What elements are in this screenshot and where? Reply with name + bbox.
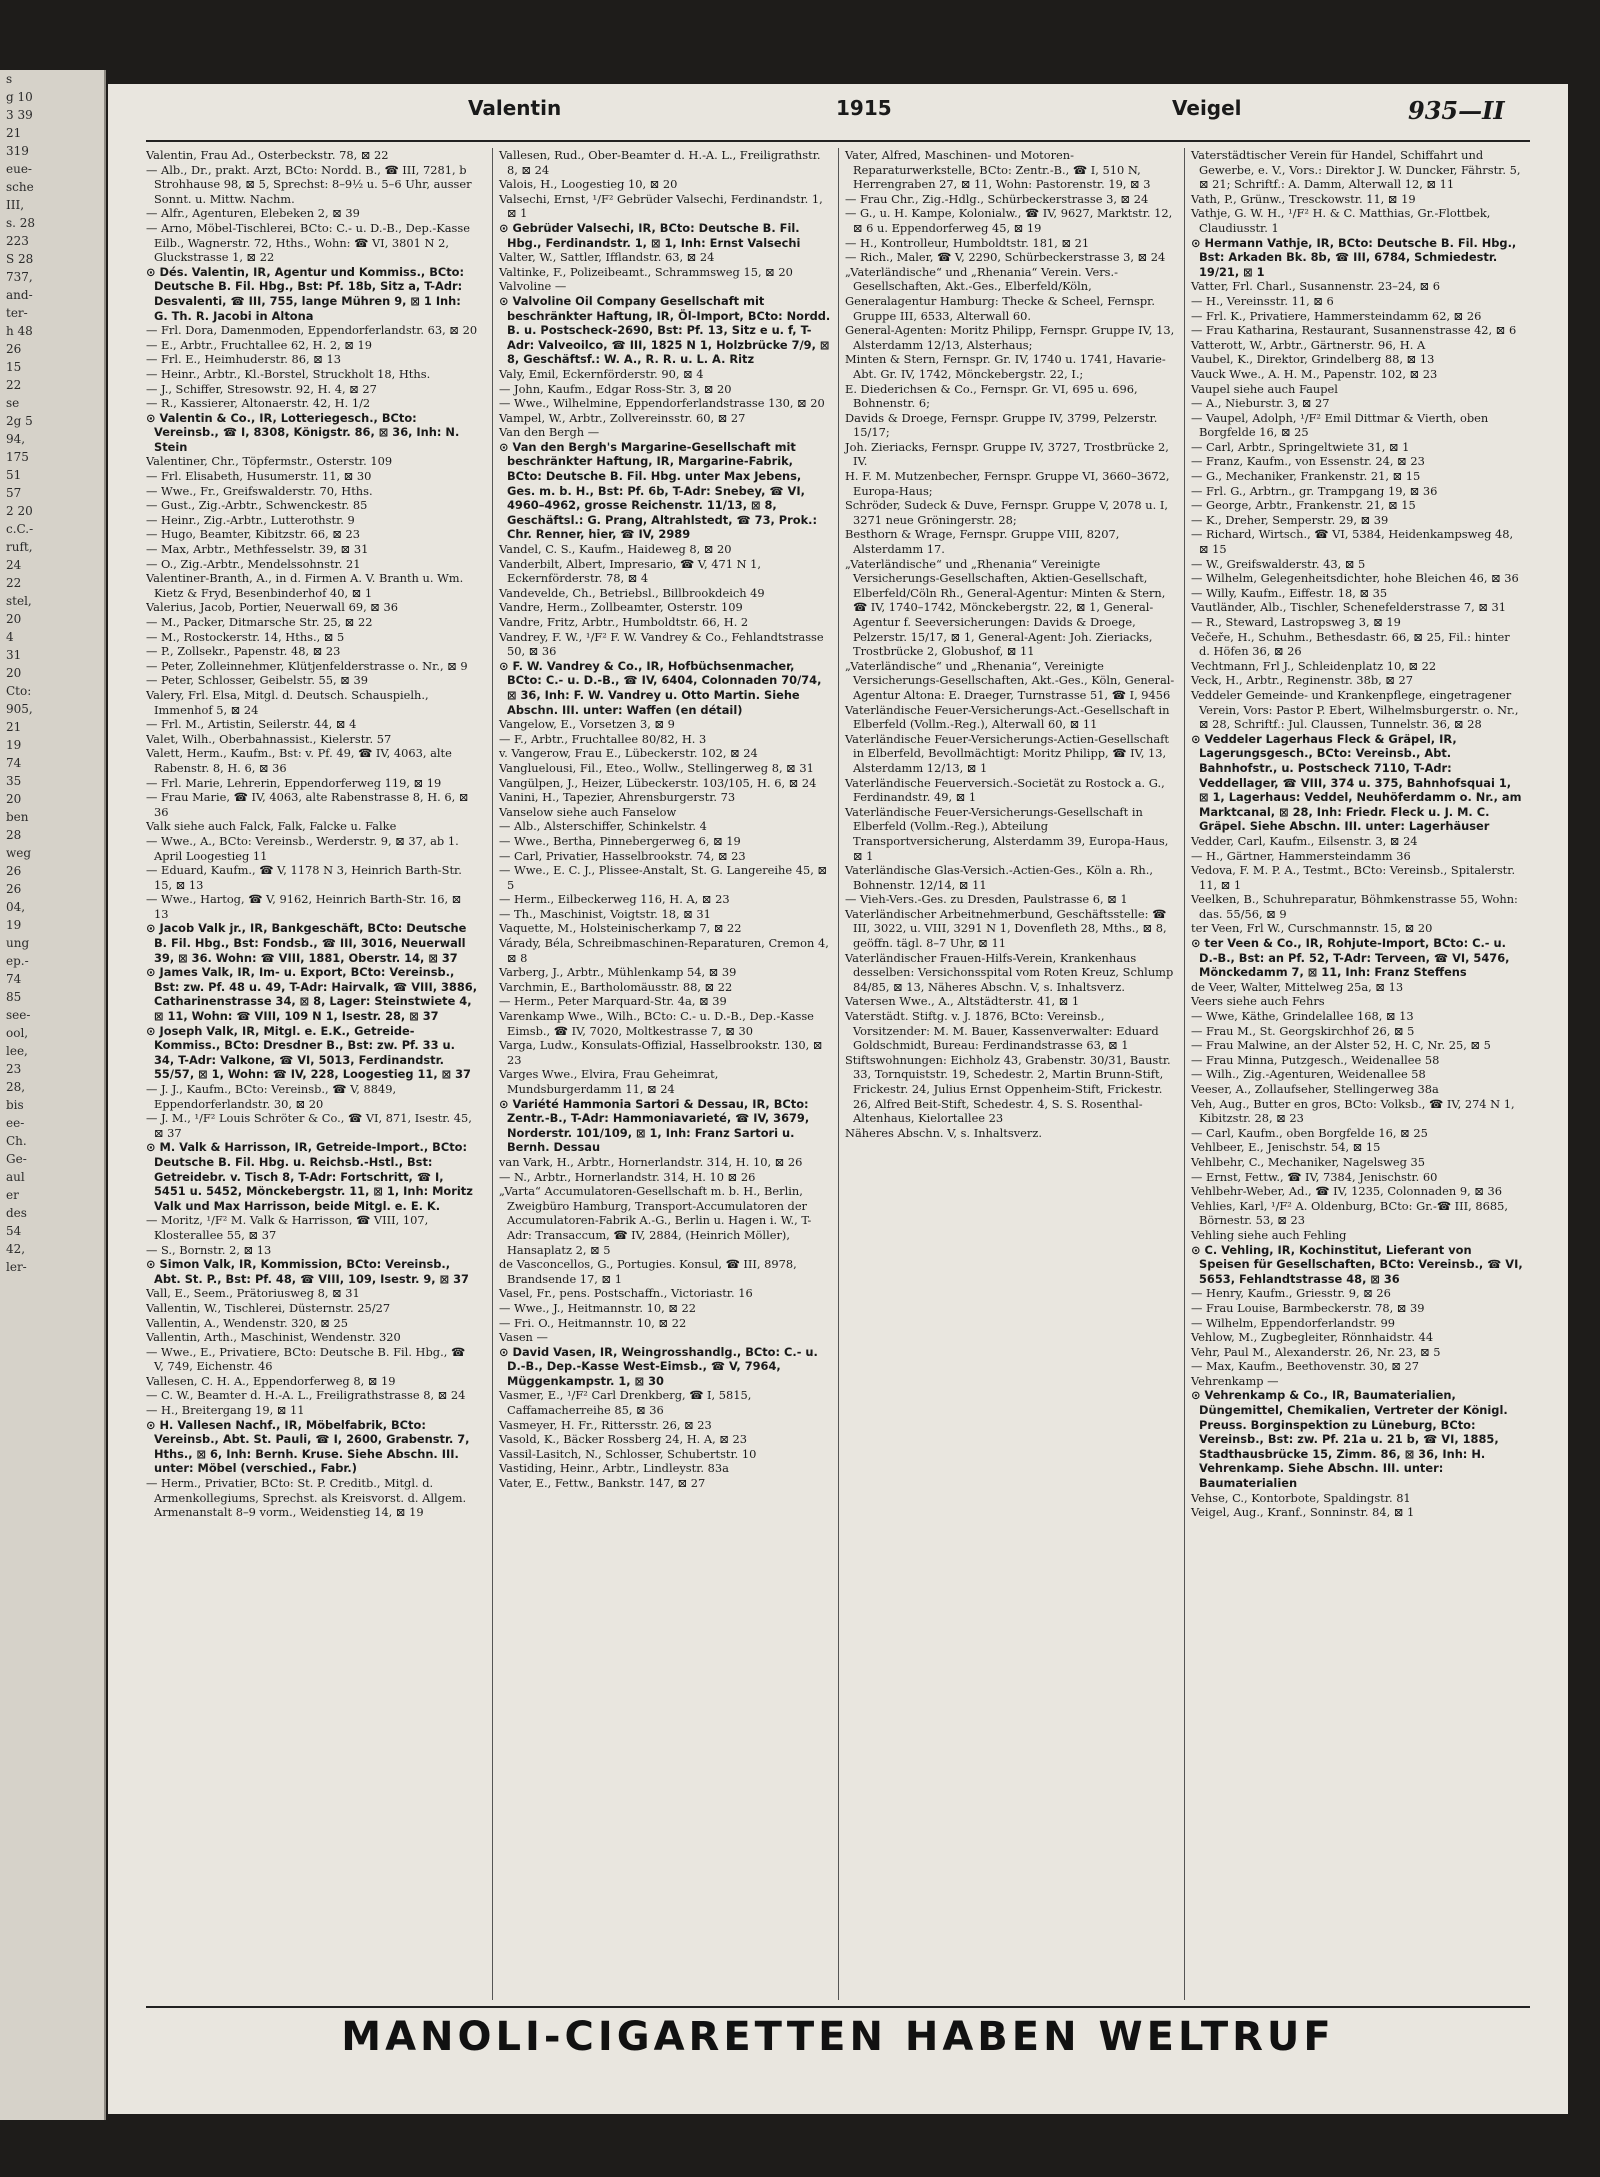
directory-entry: — Frl. G., Arbtrn., gr. Trampgang 19, ⊠ 36 [1191, 483, 1438, 498]
previous-page-fragment: s [6, 72, 13, 86]
directory-entry: Besthorn & Wrage, Fernspr. Gruppe VIII, 8207, Alsterdamm 17. [845, 527, 1120, 557]
previous-page-fragment: 85 [6, 990, 22, 1004]
directory-entry: — Heinr., Arbtr., Kl.-Borstel, Struckholt 18, Hths. [146, 366, 431, 381]
previous-page-fragment: III, [6, 198, 25, 212]
directory-entry: ⊙ C. Vehling, IR, Kochinstitut, Lieferant von Speisen für Gesellschaften, BCto: Vereinsb., ☎ VI, 5653, Fehlandtstrasse 48, ⊠ 36 [1191, 1242, 1523, 1286]
directory-entry: — Max, Kaufm., Beethovenstr. 30, ⊠ 27 [1191, 1359, 1420, 1374]
directory-entry: Valk siehe auch Falck, Falk, Falcke u. Falke [146, 819, 397, 834]
previous-page-fragment: ler- [6, 1260, 27, 1274]
directory-entry: Vedder, Carl, Kaufm., Eilsenstr. 3, ⊠ 24 [1191, 833, 1418, 848]
directory-entry: Vehling siehe auch Fehling [1191, 1227, 1347, 1242]
directory-entry: Vehrenkamp — [1191, 1373, 1279, 1388]
directory-entry: Vaterländische Glas-Versich.-Actien-Ges., Köln a. Rh., Bohnenstr. 12/14, ⊠ 11 [845, 863, 1153, 892]
directory-entry: Veh, Aug., Butter en gros, BCto: Volksb., ☎ IV, 274 N 1, Kibitzstr. 28, ⊠ 23 [1191, 1096, 1515, 1126]
directory-entry: Vasmeyer, H. Fr., Rittersstr. 26, ⊠ 23 [499, 1417, 712, 1432]
previous-page-fragment: 54 [6, 1224, 22, 1238]
previous-page-fragment: 22 [6, 378, 22, 392]
directory-entry: — Frl. Elisabeth, Husumerstr. 11, ⊠ 30 [146, 469, 372, 484]
directory-entry: Varberg, J., Arbtr., Mühlenkamp 54, ⊠ 39 [499, 965, 737, 980]
directory-entry: — R., Steward, Lastropsweg 3, ⊠ 19 [1191, 615, 1401, 629]
previous-page-fragment: 26 [6, 864, 22, 878]
directory-entry: ter Veen, Frl W., Curschmannstr. 15, ⊠ 20 [1191, 921, 1433, 936]
directory-entry: Joh. Zieriacks, Fernspr. Gruppe IV, 3727, Trostbrücke 2, IV. [845, 439, 1169, 469]
directory-entry: Vasel, Fr., pens. Postschaffn., Victoriastr. 16 [499, 1286, 753, 1301]
header-last-name: Veigel [1172, 96, 1242, 120]
directory-entry: — H., Kontrolleur, Humboldtstr. 181, ⊠ 21 [845, 235, 1090, 250]
directory-entry: — Frau Marie, ☎ IV, 4063, alte Rabenstrasse 8, H. 6, ⊠ 36 [146, 790, 469, 819]
directory-entry: — M., Rostockerstr. 14, Hths., ⊠ 5 [146, 629, 345, 644]
directory-entry: — S., Bornstr. 2, ⊠ 13 [146, 1242, 272, 1257]
directory-entry: ⊙ Variété Hammonia Sartori & Dessau, IR, BCto: Zentr.-B., T-Adr: Hammoniavarieté, ☎ IV, 3679, Norderstr. 101/109, ⊠ 1, Inh: Franz Sartori u. Bernh. Dessau [499, 1096, 810, 1155]
directory-entry: Vautländer, Alb., Tischler, Schenefelderstrasse 7, ⊠ 31 [1191, 600, 1507, 615]
directory-entry: — Frau Louise, Barmbeckerstr. 78, ⊠ 39 [1191, 1300, 1425, 1315]
previous-page-fragment: 28 [6, 828, 22, 842]
directory-entry: — Wwe., Bertha, Pinnebergerweg 6, ⊠ 19 [499, 833, 741, 848]
directory-entry: Vaterländische Feuer-Versicherungs-Actien-Gesellschaft in Elberfeld, Bevollmächtigt: Moritz Philipp, ☎ IV, 13, Alsterdamm 12/13, ⊠ 1 [845, 731, 1169, 775]
directory-entry: — H., Breitergang 19, ⊠ 11 [146, 1403, 305, 1418]
directory-entry: Minten & Stern, Fernspr. Gr. IV, 1740 u. 1741, Havarie-Abt. Gr. IV, 1742, Mönckebergstr. 22, I.; [845, 352, 1166, 381]
directory-entry: Vaterländische Feuer-Versicherungs-Act.-Gesellschaft in Elberfeld (Vollm.-Reg.), Alterwall 60, ⊠ 11 [845, 702, 1170, 732]
directory-entry: — H., Gärtner, Hammersteindamm 36 [1191, 848, 1411, 863]
directory-entry: Vath, P., Grünw., Tresckowstr. 11, ⊠ 19 [1191, 191, 1416, 206]
directory-entry: Van den Bergh — [499, 425, 600, 440]
previous-page-fragment: 2g 5 [6, 414, 33, 428]
directory-entry: — Gust., Zig.-Arbtr., Schwenckestr. 85 [146, 498, 368, 513]
directory-entry: — Wilh., Zig.-Agenturen, Weidenallee 58 [1191, 1067, 1426, 1082]
directory-entry: Vastiding, Heinr., Arbtr., Lindleystr. 83a [499, 1461, 729, 1476]
directory-entry: Veers siehe auch Fehrs [1191, 994, 1325, 1009]
directory-entry: — G., u. H. Kampe, Kolonialw., ☎ IV, 9627, Marktstr. 12, ⊠ 6 u. Eppendorferweg 45, ⊠ 19 [845, 206, 1173, 235]
column-1 [146, 148, 478, 2000]
directory-entry: ⊙ ter Veen & Co., IR, Rohjute-Import, BCto: C.- u. D.-B., Bst: an Pf. 52, T-Adr: Terveen, ☎ VI, 5476, Mönckedamm 7, ⊠ 11, Inh: Franz Steffens [1191, 936, 1510, 980]
directory-entry: Vampel, W., Arbtr., Zollvereinsstr. 60, ⊠ 27 [499, 410, 746, 425]
directory-entry: — Henry, Kaufm., Griesstr. 9, ⊠ 26 [1191, 1286, 1391, 1301]
directory-entry: — Frau Katharina, Restaurant, Susannenstrasse 42, ⊠ 6 [1191, 323, 1517, 338]
previous-page-fragment: sche [6, 180, 34, 194]
previous-page-fragment: lee, [6, 1044, 28, 1058]
previous-page-fragment: and- [6, 288, 33, 302]
previous-page-fragment: eue- [6, 162, 32, 176]
directory-entry: Vaquette, M., Holsteinischerkamp 7, ⊠ 22 [499, 921, 742, 936]
previous-page-fragment: Cto: [6, 684, 32, 698]
previous-page-fragment: ep.- [6, 954, 29, 968]
directory-entry: van Vark, H., Arbtr., Hornerlandstr. 314, H. 10, ⊠ 26 [499, 1154, 803, 1169]
directory-entry: ⊙ Veddeler Lagerhaus Fleck & Gräpel, IR, Lagerungsgesch., BCto: Vereinsb., Abt. Bahnhofstr., u. Postscheck 7110, T-Adr: Veddellager, ☎ VIII, 374 u. 375, Bahnhofsquai 1, ⊠ 1, Lagerhaus: Veddel, Neuhöferdamm o. Nr., am Marktcanal, ⊠ 28, Inh: Friedr. Fleck u. J. M. C. Gräpel. Siehe Abschn. III. unter: Lagerhäuser [1191, 731, 1522, 834]
directory-entry: Valvoline — [499, 279, 567, 294]
previous-page-fragment: g 10 [6, 90, 33, 104]
previous-page-fragment: 22 [6, 576, 22, 590]
previous-page-fragment: des [6, 1206, 27, 1220]
directory-entry: — Wwe., Wilhelmine, Eppendorferlandstrasse 130, ⊠ 20 [499, 396, 825, 411]
directory-entry: — Carl, Privatier, Hasselbrookstr. 74, ⊠ 23 [499, 848, 746, 863]
directory-entry: de Veer, Walter, Mittelweg 25a, ⊠ 13 [1191, 979, 1404, 994]
directory-entry: — Rich., Maler, ☎ V, 2290, Schürbeckerstrasse 3, ⊠ 24 [845, 250, 1166, 265]
directory-entry: Vedova, F. M. P. A., Testmt., BCto: Vereinsb., Spitalerstr. 11, ⊠ 1 [1191, 863, 1516, 892]
directory-entry: Vandel, C. S., Kaufm., Haideweg 8, ⊠ 20 [499, 542, 732, 557]
previous-page-fragment: 04, [6, 900, 26, 914]
directory-entry: — Carl, Kaufm., oben Borgfelde 16, ⊠ 25 [1191, 1125, 1428, 1140]
directory-entry: Veeser, A., Zollaufseher, Stellingerweg 38a [1191, 1082, 1439, 1096]
directory-entry: „Varta“ Accumulatoren-Gesellschaft m. b. H., Berlin, Zweigbüro Hamburg, Transport-Accumulatoren der Accumulatoren-Fabrik A.-G., Berlin u. Hagen i. W., T-Adr: Transaccum, ☎ IV, 2884, (Heinrich Möller), Hansaplatz 2, ⊠ 5 [499, 1184, 812, 1257]
directory-entry: Vallentin, Arth., Maschinist, Wendenstr. 320 [146, 1330, 401, 1345]
previous-page-fragment: ee- [6, 1116, 25, 1130]
directory-entry: — F., Arbtr., Fruchtallee 80/82, H. 3 [499, 731, 707, 746]
directory-entry: — K., Dreher, Semperstr. 29, ⊠ 39 [1191, 512, 1389, 527]
previous-page-fragment: aul [6, 1170, 25, 1184]
directory-entry: — John, Kaufm., Edgar Ross-Str. 3, ⊠ 20 [499, 381, 732, 396]
directory-entry: Vandrey, F. W., ¹/F² F. W. Vandrey & Co., Fehlandtstrasse 50, ⊠ 36 [499, 629, 824, 659]
directory-entry: Vater, Alfred, Maschinen- und Motoren-Reparaturwerkstelle, BCto: Zentr.-B., ☎ I, 510 N, Herrengraben 27, ⊠ 11, Wohn: Pastorenstr. 19, ⊠ 3 [845, 148, 1151, 192]
directory-entry: Vater, E., Fettw., Bankstr. 147, ⊠ 27 [499, 1476, 706, 1491]
previous-page-fragment: ter- [6, 306, 28, 320]
previous-page-fragment: 28, [6, 1080, 26, 1094]
directory-entry: Vauck Wwe., A. H. M., Papenstr. 102, ⊠ 23 [1191, 366, 1438, 381]
previous-page-fragment: ruft, [6, 540, 33, 554]
directory-entry: Vallentin, W., Tischlerei, Düsternstr. 25/27 [146, 1300, 391, 1315]
directory-entry: Vehse, C., Kontorbote, Spaldingstr. 81 [1191, 1490, 1411, 1505]
directory-entry: Vatersen Wwe., A., Altstädterstr. 41, ⊠ 1 [845, 994, 1080, 1009]
directory-entry: Vehlbehr, C., Mechaniker, Nagelsweg 35 [1191, 1154, 1426, 1169]
directory-entry: ⊙ Jacob Valk jr., IR, Bankgeschäft, BCto: Deutsche B. Fil. Hbg., Bst: Fondsb., ☎ III, 3016, Neuerwall 39, ⊠ 36. Wohn: ☎ VIII, 1881, Oberstr. 14, ⊠ 37 [146, 921, 467, 965]
directory-entry: Vehlbehr-Weber, Ad., ☎ IV, 1235, Colonnaden 9, ⊠ 36 [1191, 1184, 1502, 1199]
directory-entry: Valter, W., Sattler, Ifflandstr. 63, ⊠ 24 [499, 250, 715, 265]
directory-entry: — Peter, Schlosser, Geibelstr. 55, ⊠ 39 [146, 673, 368, 688]
directory-entry: Valentin, Frau Ad., Osterbeckstr. 78, ⊠ 22 [146, 148, 389, 162]
previous-page-fragment: 23 [6, 1062, 22, 1076]
directory-entry: ⊙ David Vasen, IR, Weingrosshandlg., BCto: C.- u. D.-B., Dep.-Kasse West-Eimsb., ☎ V, 7964, Müggenkampstr. 1, ⊠ 30 [499, 1344, 818, 1388]
directory-entry: — C. W., Beamter d. H.-A. L., Freiligrathstrasse 8, ⊠ 24 [146, 1388, 466, 1403]
directory-entry: — George, Arbtr., Frankenstr. 21, ⊠ 15 [1191, 498, 1416, 513]
directory-entry: Vatter, Frl. Charl., Susannenstr. 23–24, ⊠ 6 [1191, 279, 1441, 294]
directory-entry: ⊙ H. Vallesen Nachf., IR, Möbelfabrik, BCto: Vereinsb., Abt. St. Pauli, ☎ I, 2600, Grabenstr. 7, Hths., ⊠ 6, Inh: Bernh. Kruse. Siehe Abschn. III. unter: Möbel (verschied., Fabr.) [146, 1417, 470, 1476]
directory-entry: „Vaterländische“ und „Rhenania“ Verein. Vers.-Gesellschaften, Akt.-Ges., Elberfeld/Köln, [845, 264, 1118, 294]
previous-page-fragment: 21 [6, 126, 22, 140]
directory-entry: H. F. M. Mutzenbecher, Fernspr. Gruppe VI, 3660–3672, Europa-Haus; [845, 469, 1170, 498]
previous-page-fragment: 4 [6, 630, 14, 644]
directory-entry: — Vaupel, Adolph, ¹/F² Emil Dittmar & Vierth, oben Borgfelde 16, ⊠ 25 [1191, 410, 1489, 440]
directory-entry: Vasmer, E., ¹/F² Carl Drenkberg, ☎ I, 5815, Caffamacherreihe 85, ⊠ 36 [499, 1388, 752, 1418]
directory-entry: v. Vangerow, Frau E., Lübeckerstr. 102, ⊠ 24 [499, 746, 758, 761]
directory-entry: Vaterländischer Arbeitnehmerbund, Geschäftsstelle: ☎ III, 3022, u. VIII, 3291 N 1, Dovenfleth 28, Mths., ⊠ 8, geöffn. tägl. 8–7 Uhr, ⊠ 11 [845, 906, 1167, 951]
directory-entry: — Frl. Dora, Damenmoden, Eppendorferlandstr. 63, ⊠ 20 [146, 323, 478, 338]
directory-entry: — Wilhelm, Gelegenheitsdichter, hohe Bleichen 46, ⊠ 36 [1191, 571, 1519, 586]
directory-entry: Vaupel siehe auch Faupel [1191, 381, 1338, 396]
directory-entry: — Vieh-Vers.-Ges. zu Dresden, Paulstrasse 6, ⊠ 1 [845, 892, 1128, 907]
directory-entry: Valsechi, Ernst, ¹/F² Gebrüder Valsechi, Ferdinandstr. 1, ⊠ 1 [499, 191, 823, 221]
directory-entry: — Willy, Kaufm., Eiffestr. 18, ⊠ 35 [1191, 585, 1388, 600]
previous-page-fragment: weg [6, 846, 32, 860]
directory-entry: Vasen — [499, 1330, 548, 1345]
directory-entry: „Vaterländische“ und „Rhenania“, Vereinigte Versicherungs-Gesellschaften, Akt.-Ges., Köln, General-Agentur Altona: E. Draeger, Turnstrasse 51, ☎ I, 9456 [845, 658, 1175, 702]
previous-page-fragment: er [6, 1188, 19, 1202]
directory-entry: Vangülpen, J., Heizer, Lübeckerstr. 103/105, H. 6, ⊠ 24 [499, 775, 817, 790]
previous-page-fragment: Ge- [6, 1152, 27, 1166]
directory-entry: ⊙ James Valk, IR, Im- u. Export, BCto: Vereinsb., Bst: zw. Pf. 48 u. 49, T-Adr: Hairvalk, ☎ VIII, 3886, Catharinenstrasse 34, ⊠ 8, Lager: Steinstwiete 4, ⊠ 11, Wohn: ☎ VIII, 109 N 1, Isestr. 28, ⊠ 37 [146, 965, 478, 1024]
directory-entry: — N., Arbtr., Hornerlandstr. 314, H. 10 ⊠ 26 [499, 1169, 756, 1184]
directory-entry: — H., Vereinsstr. 11, ⊠ 6 [1191, 293, 1334, 308]
directory-entry: — Peter, Zolleinnehmer, Klütjenfelderstrasse o. Nr., ⊠ 9 [146, 658, 468, 673]
directory-entry: Vallesen, C. H. A., Eppendorferweg 8, ⊠ 19 [146, 1373, 396, 1388]
previous-page-fragment: s. 28 [6, 216, 36, 230]
directory-entry: Vassil-Lasitch, N., Schlosser, Schubertstr. 10 [499, 1446, 757, 1461]
directory-entry: — Hugo, Beamter, Kibitzstr. 66, ⊠ 23 [146, 527, 361, 542]
directory-entry: Davids & Droege, Fernspr. Gruppe IV, 3799, Pelzerstr. 15/17; [845, 410, 1158, 440]
previous-page-fragment: ben [6, 810, 29, 824]
directory-entry: ⊙ Gebrüder Valsechi, IR, BCto: Deutsche B. Fil. Hbg., Ferdinandstr. 1, ⊠ 1, Inh: Ernst Valsechi [499, 220, 801, 250]
previous-page-fragment: 20 [6, 792, 22, 806]
previous-page-fragment: 35 [6, 774, 22, 788]
directory-entry: „Vaterländische“ und „Rhenania“ Vereinigte Versicherungs-Gesellschaften, Aktien-Gesellschaft, Elberfeld/Cöln Rh., General-Agentur: Minten & Stern, ☎ IV, 1740–1742, Mönckebergstr. 22, ⊠ 1, General-Agentur f. Seeversicherungen: Davids & Droege, Pelzerstr. 15/17, ⊠ 1, General-Agent: Joh. Zieriacks, Trostbrücke 2, Globushof, ⊠ 11 [845, 556, 1166, 659]
directory-entry: Vangluelousi, Fil., Eteo., Wollw., Stellingerweg 8, ⊠ 31 [499, 760, 814, 775]
directory-entry: Veck, H., Arbtr., Reginenstr. 38b, ⊠ 27 [1191, 673, 1414, 688]
directory-entry: — P., Zollsekr., Papenstr. 48, ⊠ 23 [146, 644, 341, 659]
directory-entry: ⊙ Dés. Valentin, IR, Agentur und Kommiss., BCto: Deutsche B. Fil. Hbg., Bst: Pf. 18b, Sitz a, T-Adr: Desvalenti, ☎ III, 755, lange Mühren 9, ⊠ 1 Inh: G. Th. R. Jacobi in Altona [146, 264, 465, 323]
directory-entry: — R., Kassierer, Altonaerstr. 42, H. 1/2 [146, 396, 371, 411]
directory-entry: — G., Mechaniker, Frankenstr. 21, ⊠ 15 [1191, 469, 1421, 484]
directory-entry: Valy, Emil, Eckernförderstr. 90, ⊠ 4 [499, 366, 704, 381]
previous-page-fragment: 737, [6, 270, 33, 284]
directory-entry: Vall, E., Seem., Prätoriusweg 8, ⊠ 31 [146, 1286, 360, 1301]
previous-page-fragment: 21 [6, 720, 22, 734]
directory-entry: Valett, Herm., Kaufm., Bst: v. Pf. 49, ☎ IV, 4063, alte Rabenstr. 8, H. 6, ⊠ 36 [146, 746, 452, 775]
directory-entry: — Richard, Wirtsch., ☎ VI, 5384, Heidenkampsweg 48, ⊠ 15 [1191, 527, 1514, 557]
previous-page-fragment: 15 [6, 360, 22, 374]
directory-entry: Vehlbeer, E., Jenischstr. 54, ⊠ 15 [1191, 1140, 1381, 1155]
directory-entry: — Wwe., E., Privatiere, BCto: Deutsche B. Fil. Hbg., ☎ V, 749, Eichenstr. 46 [146, 1344, 466, 1374]
directory-entry: ⊙ Valentin & Co., IR, Lotteriegesch., BCto: Vereinsb., ☎ I, 8308, Königstr. 86, ⊠ 36, Inh: N. Stein [146, 410, 460, 454]
directory-entry: — J., Schiffer, Stresowstr. 92, H. 4, ⊠ 27 [146, 381, 377, 396]
directory-entry: Veelken, B., Schuhreparatur, Böhmkenstrasse 55, Wohn: das. 55/56, ⊠ 9 [1191, 892, 1518, 921]
directory-entry: Näheres Abschn. V, s. Inhaltsverz. [845, 1125, 1042, 1140]
previous-page-fragment: 51 [6, 468, 22, 482]
directory-entry: Vandevelde, Ch., Betriebsl., Billbrookdeich 49 [499, 585, 765, 600]
previous-page-fragment: 24 [6, 558, 22, 572]
directory-entry: Varga, Ludw., Konsulats-Offizial, Hasselbrookstr. 130, ⊠ 23 [499, 1038, 823, 1067]
previous-page-fragment: bis [6, 1098, 24, 1112]
directory-entry: Vandre, Fritz, Arbtr., Humboldtstr. 66, H. 2 [499, 615, 749, 629]
directory-entry: Schröder, Sudeck & Duve, Fernspr. Gruppe V, 2078 u. I, 3271 neue Gröningerstr. 28; [845, 498, 1168, 527]
directory-entry: — Frau Chr., Zig.-Hdlg., Schürbeckerstrasse 3, ⊠ 24 [845, 191, 1149, 206]
previous-page-fragment: h 48 [6, 324, 33, 338]
previous-page-fragment: 74 [6, 756, 22, 770]
directory-entry: — Carl, Arbtr., Springeltwiete 31, ⊠ 1 [1191, 439, 1410, 454]
previous-page-fragment: 905, [6, 702, 33, 716]
directory-entry: Vehr, Paul M., Alexanderstr. 26, Nr. 23, ⊠ 5 [1191, 1344, 1441, 1359]
previous-page-fragment: 19 [6, 738, 22, 752]
directory-entry: Valerius, Jacob, Portier, Neuerwall 69, ⊠ 36 [146, 600, 398, 615]
directory-entry: — Wwe., Hartog, ☎ V, 9162, Heinrich Barth-Str. 16, ⊠ 13 [146, 892, 462, 921]
directory-entry: — Frl. E., Heimhuderstr. 86, ⊠ 13 [146, 352, 341, 367]
directory-entry: Varchmin, E., Bartholomäusstr. 88, ⊠ 22 [499, 979, 733, 994]
directory-entry: — Wwe., J., Heitmannstr. 10, ⊠ 22 [499, 1300, 697, 1315]
directory-entry: — Alb., Alsterschiffer, Schinkelstr. 4 [499, 819, 707, 834]
directory-entry: — Wwe, Käthe, Grindelallee 168, ⊠ 13 [1191, 1009, 1414, 1024]
directory-entry: Večeře, H., Schuhm., Bethesdastr. 66, ⊠ 25, Fil.: hinter d. Höfen 36, ⊠ 26 [1191, 629, 1510, 659]
previous-page-fragment: 175 [6, 450, 29, 464]
directory-entry: Stiftswohnungen: Eichholz 43, Grabenstr. 30/31, Baustr. 33, Tornquiststr. 19, Schedestr. 2, Martin Brunn-Stift, Frickestr. 24, Julius Ernst Oppenheim-Stift, Frickestr. 26, Alfred Beit-Stift, Schedestr. 4, S. S. Rosenthal-Altenhaus, Kielortallee 23 [845, 1052, 1171, 1126]
directory-entry: Vatterott, W., Arbtr., Gärtnerstr. 96, H. A [1191, 337, 1426, 352]
directory-entry: — Herm., Peter Marquard-Str. 4a, ⊠ 39 [499, 994, 727, 1009]
directory-entry: — Fri. O., Heitmannstr. 10, ⊠ 22 [499, 1315, 687, 1330]
directory-entry: Varges Wwe., Elvira, Frau Geheimrat, Mundsburgerdamm 11, ⊠ 24 [499, 1067, 719, 1096]
previous-page-fragment: 223 [6, 234, 29, 248]
directory-entry: Vaterländische Feuer-Versicherungs-Gesellschaft in Elberfeld (Vollm.-Reg.), Abteilung Transportversicherung, Alsterdamm 39, Europa-Haus, ⊠ 1 [845, 804, 1169, 863]
directory-entry: Varenkamp Wwe., Wilh., BCto: C.- u. D.-B., Dep.-Kasse Eimsb., ☎ IV, 7020, Moltkestrasse 7, ⊠ 30 [499, 1009, 814, 1038]
directory-entry: — Wilhelm, Eppendorferlandstr. 99 [1191, 1315, 1395, 1330]
directory-entry: — Th., Maschinist, Voigtstr. 18, ⊠ 31 [499, 906, 711, 921]
directory-entry: — Moritz, ¹/F² M. Valk & Harrisson, ☎ VIII, 107, Klosterallee 55, ⊠ 37 [146, 1213, 429, 1242]
directory-entry: Vallentin, A., Wendenstr. 320, ⊠ 25 [146, 1315, 348, 1330]
previous-page-fragment: 3 39 [6, 108, 33, 122]
directory-entry: — Wwe., A., BCto: Vereinsb., Werderstr. 9, ⊠ 37, ab 1. April Loogestieg 11 [146, 833, 459, 863]
directory-entry: Valentiner, Chr., Töpfermstr., Osterstr. 109 [146, 454, 393, 469]
directory-entry: — A., Nieburstr. 3, ⊠ 27 [1191, 396, 1330, 411]
previous-page-fragment: 31 [6, 648, 22, 662]
header-year: 1915 [836, 96, 892, 120]
directory-entry: Vasold, K., Bäcker Rossberg 24, H. A, ⊠ 23 [499, 1432, 748, 1447]
previous-page-fragment: stel, [6, 594, 32, 608]
directory-entry: Vehlies, Karl, ¹/F² A. Oldenburg, BCto: Gr.-☎ III, 8685, Börnestr. 53, ⊠ 23 [1191, 1198, 1509, 1228]
directory-entry: ⊙ Van den Bergh's Margarine-Gesellschaft mit beschränkter Haftung, IR, Margarine-Fabrik, BCto: Deutsche B. Fil. Hbg. unter Max Jebens, Ges. m. b. H., Bst: Pf. 6b, T-Adr: Snebey, ☎ VI, 4960–4962, grosse Reichenstr. 11/13, ⊠ 8, Geschäftsl.: G. Prang, Altrahlstedt, ☎ 73, Prok.: Chr. Renner, hier, ☎ IV, 2989 [499, 439, 818, 542]
header-first-name: Valentin [468, 96, 562, 120]
directory-entry: — Frau M., St. Georgskirchhof 26, ⊠ 5 [1191, 1023, 1415, 1038]
directory-entry: — J. J., Kaufm., BCto: Vereinsb., ☎ V, 8849, Eppendorferlandstr. 30, ⊠ 20 [146, 1082, 397, 1111]
directory-entry: General-Agenten: Moritz Philipp, Fernspr. Gruppe IV, 13, Alsterdamm 12/13, Alsterhaus; [845, 323, 1175, 352]
directory-entry: ⊙ Valvoline Oil Company Gesellschaft mit beschränkter Haftung, IR, Öl-Import, BCto: Nordd. B. u. Postscheck-2690, Bst: Pf. 13, Sitz e u. f, T-Adr: Valveoilco, ☎ III, 1825 N 1, Holzbrücke 7/9, ⊠ 8, Geschäftsf.: W. A., R. R. u. L. A. Ritz [499, 293, 831, 367]
directory-entry: — O., Zig.-Arbtr., Mendelssohnstr. 21 [146, 556, 361, 571]
directory-entry: — Max, Arbtr., Methfesselstr. 39, ⊠ 31 [146, 542, 369, 557]
directory-entry: — Wwe., E. C. J., Plissee-Anstalt, St. G. Langereihe 45, ⊠ 5 [499, 863, 828, 892]
previous-page-fragment: 26 [6, 342, 22, 356]
advertisement-banner: MANOLI-CIGARETTEN HABEN WELTRUF [341, 2014, 1335, 2060]
directory-entry: — Frau Malwine, an der Alster 52, H. C, Nr. 25, ⊠ 5 [1191, 1038, 1491, 1053]
directory-entry: Veigel, Aug., Kranf., Sonninstr. 84, ⊠ 1 [1191, 1505, 1415, 1520]
directory-entry: Vanderbilt, Albert, Impresario, ☎ V, 471 N 1, Eckernförderstr. 78, ⊠ 4 [499, 556, 762, 586]
directory-entry: — W., Greifswalderstr. 43, ⊠ 5 [1191, 556, 1366, 571]
directory-entry: Valentiner-Branth, A., in d. Firmen A. V. Branth u. Wm. Kietz & Fryd, Besenbinderhof 40, ⊠ 1 [146, 571, 464, 600]
previous-page-fragment: 74 [6, 972, 22, 986]
previous-page-fragment: ool, [6, 1026, 29, 1040]
directory-entry: de Vasconcellos, G., Portugies. Konsul, ☎ III, 8978, Brandsende 17, ⊠ 1 [499, 1257, 797, 1286]
directory-entry: Vaterländische Feuerversich.-Societät zu Rostock a. G., Ferdinandstr. 49, ⊠ 1 [845, 775, 1165, 805]
directory-entry: E. Diederichsen & Co., Fernspr. Gr. VI, 695 u. 696, Bohnenstr. 6; [845, 381, 1138, 411]
directory-page [108, 84, 1568, 2114]
directory-entry: Valet, Wilh., Oberbahnassist., Kielerstr. 57 [146, 731, 392, 746]
page-header [108, 96, 1568, 132]
directory-entry: — Frl. K., Privatiere, Hammersteindamm 62, ⊠ 26 [1191, 308, 1482, 323]
directory-entry: — Arno, Möbel-Tischlerei, BCto: C.- u. D.-B., Dep.-Kasse Eilb., Wagnerstr. 72, Hths., Wohn: ☎ VI, 3801 N 2, Gluckstrasse 1, ⊠ 22 [146, 220, 470, 265]
directory-entry: Vanini, H., Tapezier, Ahrensburgerstr. 73 [499, 790, 736, 805]
directory-entry: Vaterstädtischer Verein für Handel, Schiffahrt und Gewerbe, e. V., Vors.: Direktor J. W. Duncker, Fährstr. 5, ⊠ 21; Schriftf.: A. Damm, Alterwall 12, ⊠ 11 [1191, 148, 1521, 192]
directory-entry: — J. M., ¹/F² Louis Schröter & Co., ☎ VI, 871, Isestr. 45, ⊠ 37 [146, 1111, 472, 1140]
directory-entry: — Alfr., Agenturen, Elebeken 2, ⊠ 39 [146, 206, 360, 221]
directory-entry: Vaterländischer Frauen-Hilfs-Verein, Krankenhaus desselben: Versichonsspital vom Roten Kreuz, Schlump 84/85, ⊠ 13, Näheres Abschn. V, s. Inhaltsverz. [845, 950, 1174, 994]
directory-entry: ⊙ F. W. Vandrey & Co., IR, Hofbüchsenmacher, BCto: C.- u. D.-B., ☎ IV, 6404, Colonnaden 70/74, ⊠ 36, Inh: F. W. Vandrey u. Otto Martin. Siehe Abschn. III. unter: Waffen (en détail) [499, 658, 822, 717]
directory-entry: — Alb., Dr., prakt. Arzt, BCto: Nordd. B., ☎ III, 7281, b Strohhause 98, ⊠ 5, Sprechst: 8–9½ u. 5–6 Uhr, ausser Sonnt. u. Mittw. Nachm. [146, 162, 472, 206]
directory-entry: — M., Packer, Ditmarsche Str. 25, ⊠ 22 [146, 615, 373, 629]
previous-page-fragment: 94, [6, 432, 26, 446]
previous-page-fragment: S 28 [6, 252, 34, 266]
previous-page-fragment: 20 [6, 612, 22, 626]
directory-entry: Vaubel, K., Direktor, Grindelberg 88, ⊠ 13 [1191, 352, 1435, 367]
directory-entry: Vathje, G. W. H., ¹/F² H. & C. Matthias, Gr.-Flottbek, Claudiusstr. 1 [1191, 206, 1491, 235]
previous-page-fragment: 2 20 [6, 504, 33, 518]
previous-page-fragment: see- [6, 1008, 31, 1022]
previous-page-fragment: c.C.- [6, 522, 34, 536]
directory-entry: Vehlow, M., Zugbegleiter, Rönnhaidstr. 44 [1191, 1330, 1434, 1345]
directory-entry: Vaterstädt. Stiftg. v. J. 1876, BCto: Vereinsb., Vorsitzender: M. M. Bauer, Kassenverwalter: Eduard Goldschmidt, Bureau: Ferdinandstrasse 63, ⊠ 1 [845, 1009, 1159, 1053]
directory-entry: Generalagentur Hamburg: Thecke & Scheel, Fernspr. Gruppe III, 6533, Alterwall 60. [845, 293, 1155, 323]
footer-rule [146, 2006, 1530, 2008]
directory-entry: — Frl. M., Artistin, Seilerstr. 44, ⊠ 4 [146, 717, 357, 732]
previous-page-fragment: 19 [6, 918, 22, 932]
directory-entry: Valois, H., Loogestieg 10, ⊠ 20 [499, 177, 678, 192]
directory-entry: — Ernst, Fettw., ☎ IV, 7384, Jenischstr. 60 [1191, 1169, 1438, 1184]
column-4 [1184, 148, 1523, 2000]
directory-entry: Vallesen, Rud., Ober-Beamter d. H.-A. L., Freiligrathstr. 8, ⊠ 24 [499, 148, 821, 177]
directory-entry: Veddeler Gemeinde- und Krankenpflege, eingetragener Verein, Vors: Pastor P. Ebert, Wilhelmsburgerstr. o. Nr., ⊠ 28, Schriftf.: Jul. Claussen, Tunnelstr. 36, ⊠ 28 [1191, 687, 1519, 732]
directory-entry: Valery, Frl. Elsa, Mitgl. d. Deutsch. Schauspielh., Immenhof 5, ⊠ 24 [146, 687, 429, 717]
directory-entry: ⊙ M. Valk & Harrisson, IR, Getreide-Import., BCto: Deutsche B. Fil. Hbg. u. Reichsb.-Hstl., Bst: Getreidebr. v. Tisch 8, T-Adr: Fortschritt, ☎ I, 5451 u. 5452, Mönckebergstr. 11, ⊠ 1, Inh: Moritz Valk und Max Harrisson, beide Mitgl. e. E. K. [146, 1140, 473, 1213]
directory-entry: — Eduard, Kaufm., ☎ V, 1178 N 3, Heinrich Barth-Str. 15, ⊠ 13 [146, 863, 462, 892]
header-rule [146, 140, 1530, 142]
directory-entry: Vangelow, E., Vorsetzen 3, ⊠ 9 [499, 717, 675, 732]
previous-page-fragment: 319 [6, 144, 29, 158]
directory-entry: Várady, Béla, Schreibmaschinen-Reparaturen, Cremon 4, ⊠ 8 [499, 936, 829, 965]
page-number: 935—II [1408, 96, 1505, 125]
column-3 [838, 148, 1177, 2000]
directory-entry: — Herm., Eilbeckerweg 116, H. A, ⊠ 23 [499, 892, 730, 907]
directory-entry: — Wwe., Fr., Greifswalderstr. 70, Hths. [146, 483, 373, 498]
directory-columns [146, 148, 1530, 2000]
previous-page-fragment: 26 [6, 882, 22, 896]
previous-page-fragment: se [6, 396, 20, 410]
directory-entry: — E., Arbtr., Fruchtallee 62, H. 2, ⊠ 19 [146, 337, 372, 352]
directory-entry: ⊙ Hermann Vathje, IR, BCto: Deutsche B. Fil. Hbg., Bst: Arkaden Bk. 8b, ☎ III, 6784, Schmiedestr. 19/21, ⊠ 1 [1191, 235, 1517, 279]
previous-page-fragment: 20 [6, 666, 22, 680]
directory-entry: — Heinr., Zig.-Arbtr., Lutterothstr. 9 [146, 512, 355, 527]
directory-entry: — Frl. Marie, Lehrerin, Eppendorferweg 119, ⊠ 19 [146, 775, 442, 790]
previous-page-edge [0, 70, 106, 2120]
directory-entry: ⊙ Vehrenkamp & Co., IR, Baumaterialien, Düngemittel, Chemikalien, Vertreter der Königl. Preuss. Borginspektion zu Lüneburg, BCto: Vereinsb., Bst: zw. Pf. 21a u. 21 b, ☎ VI, 1885, Stadthausbrücke 15, Zimm. 86, ⊠ 36, Inh: H. Vehrenkamp. Siehe Abschn. III. unter: Baumaterialien [1191, 1388, 1508, 1491]
previous-page-fragment: Ch. [6, 1134, 27, 1148]
previous-page-fragment: 57 [6, 486, 22, 500]
directory-entry: — Frau Minna, Putzgesch., Weidenallee 58 [1191, 1052, 1440, 1067]
directory-entry: ⊙ Joseph Valk, IR, Mitgl. e. E.K., Getreide-Kommiss., BCto: Dresdner B., Bst: zw. Pf. 33 u. 34, T-Adr: Valkone, ☎ VI, 5013, Ferdinandstr. 55/57, ⊠ 1, Wohn: ☎ IV, 228, Loogestieg 11, ⊠ 37 [146, 1023, 471, 1082]
directory-entry: Vechtmann, Frl J., Schleidenplatz 10, ⊠ 22 [1191, 658, 1437, 673]
directory-entry: — Franz, Kaufm., von Essenstr. 24, ⊠ 23 [1191, 454, 1425, 469]
directory-entry: Valtinke, F., Polizeibeamt., Schrammsweg 15, ⊠ 20 [499, 264, 793, 279]
previous-page-fragment: 42, [6, 1242, 26, 1256]
column-2 [492, 148, 831, 2000]
directory-entry: — Herm., Privatier, BCto: St. P. Creditb., Mitgl. d. Armenkollegiums, Sprechst. als Kreisvorst. d. Allgem. Armenanstalt 8–9 vorm., Weidenstieg 14, ⊠ 19 [146, 1476, 467, 1520]
previous-page-fragment: ung [6, 936, 30, 950]
directory-entry: Vanselow siehe auch Fanselow [499, 804, 677, 819]
directory-entry: Vandre, Herm., Zollbeamter, Osterstr. 109 [499, 600, 743, 615]
directory-entry: ⊙ Simon Valk, IR, Kommission, BCto: Vereinsb., Abt. St. P., Bst: Pf. 48, ☎ VIII, 109, Isestr. 9, ⊠ 37 [146, 1257, 469, 1286]
